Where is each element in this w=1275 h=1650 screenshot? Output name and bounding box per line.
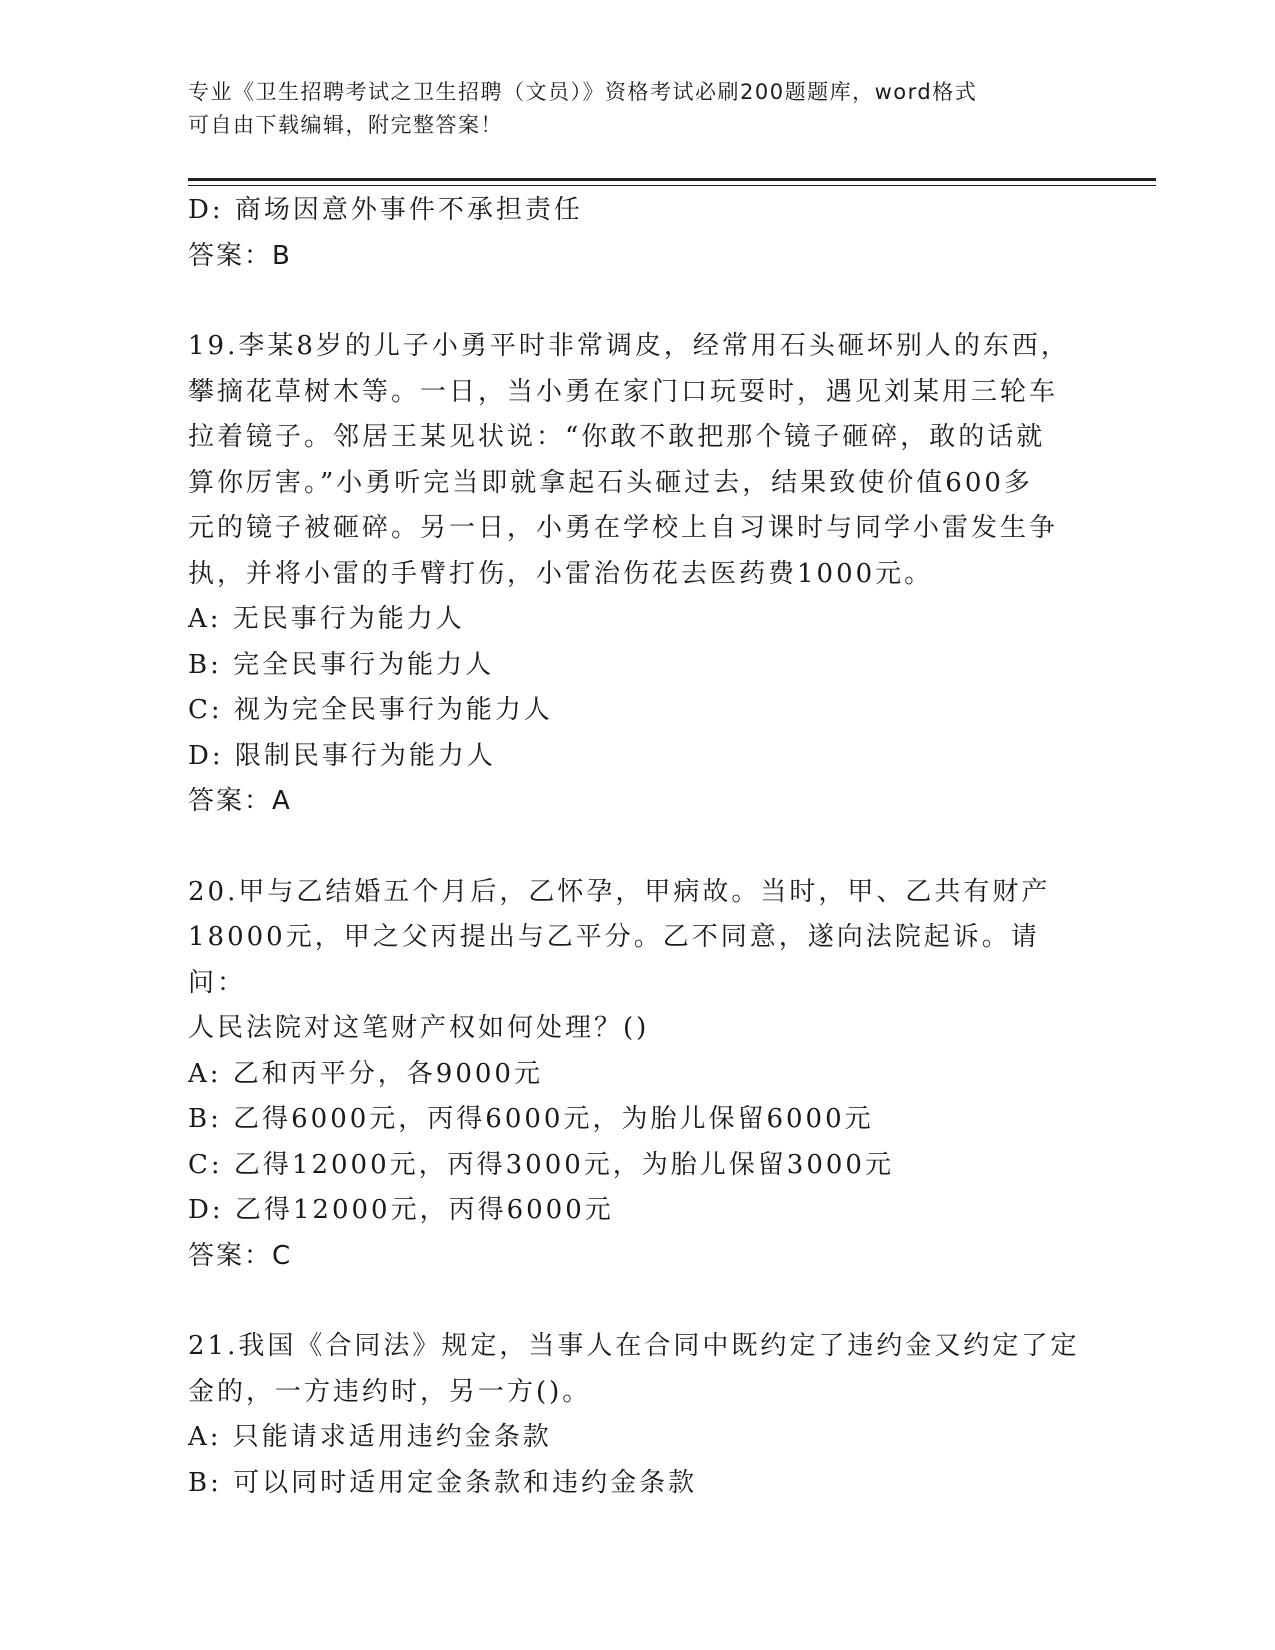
- q21-stem-line: 21.我国《合同法》规定，当事人在合同中既约定了违约金又约定了定: [188, 1331, 1080, 1361]
- q21-option-a: A: 只能请求适用违约金条款: [188, 1422, 552, 1452]
- q20-stem: [188, 870, 1088, 1052]
- header-line-2: 可自由下载编辑，附完整答案！: [188, 113, 503, 137]
- question-content: [188, 188, 1088, 1506]
- q19-option-d: D: 限制民事行为能力人: [188, 740, 496, 771]
- spacer: [188, 1279, 1088, 1324]
- q19-stem-line: 执，并将小雷的手臂打伤，小雷治伤花去医药费1000元。: [188, 558, 934, 589]
- header-rule-thick: [188, 178, 1156, 181]
- spacer: [188, 825, 1088, 870]
- q19-option-a: A: 无民事行为能力人: [188, 604, 465, 634]
- spacer: [188, 279, 1088, 324]
- page-header: [188, 76, 1068, 142]
- q19-stem-line: 算你厉害。”小勇听完当即就拿起石头砸过去，结果致使价值600多: [188, 467, 1033, 498]
- q20-stem-line: 人民法院对这笔财产权如何处理？(): [188, 1013, 650, 1043]
- question-21: [188, 1324, 1088, 1506]
- header-line-1: 专业《卫生招聘考试之卫生招聘（文员）》资格考试必刷200题题库，word格式: [188, 80, 978, 104]
- q20-stem-line: 18000元，甲之父丙提出与乙平分。乙不同意，遂向法院起诉。请问：: [188, 922, 1040, 998]
- q20-option-c: C: 乙得12000元，丙得3000元，为胎儿保留3000元: [188, 1149, 894, 1180]
- q20-stem-line: 20.甲与乙结婚五个月后，乙怀孕，甲病故。当时，甲、乙共有财产: [188, 876, 1051, 907]
- q19-stem-line: 攀摘花草树木等。一日，当小勇在家门口玩耍时，遇见刘某用三轮车: [188, 376, 1059, 407]
- q18-option-d: D: 商场因意外事件不承担责任: [188, 195, 583, 225]
- q19-option-c: C: 视为完全民事行为能力人: [188, 695, 553, 725]
- q20-option-d: D: 乙得12000元，丙得6000元: [188, 1195, 614, 1225]
- q20-option-a: A: 乙和丙平分，各9000元: [188, 1058, 543, 1089]
- question-19: [188, 324, 1088, 825]
- q20-option-b: B: 乙得6000元，丙得6000元，为胎儿保留6000元: [188, 1104, 874, 1134]
- q19-stem: [188, 324, 1088, 597]
- q18-answer: 答案：B: [188, 240, 292, 271]
- q21-stem-line: 金的，一方违约时，另一方()。: [188, 1376, 592, 1407]
- q21-stem: [188, 1324, 1088, 1415]
- q19-option-b: B: 完全民事行为能力人: [188, 649, 495, 680]
- q20-answer: 答案：C: [188, 1240, 293, 1271]
- q19-stem-line: 19.李某8岁的儿子小勇平时非常调皮，经常用石头砸坏别人的东西，: [188, 331, 1070, 361]
- q21-option-b: B: 可以同时适用定金条款和违约金条款: [188, 1467, 698, 1498]
- question-20: [188, 870, 1088, 1280]
- q19-answer: 答案：A: [188, 786, 292, 816]
- q19-stem-line: 元的镜子被砸碎。另一日，小勇在学校上自习课时与同学小雷发生争: [188, 513, 1059, 543]
- q19-stem-line: 拉着镜子。邻居王某见状说：“你敢不敢把那个镜子砸碎，敢的话就: [188, 422, 1046, 452]
- header-rule-thin: [188, 185, 1156, 186]
